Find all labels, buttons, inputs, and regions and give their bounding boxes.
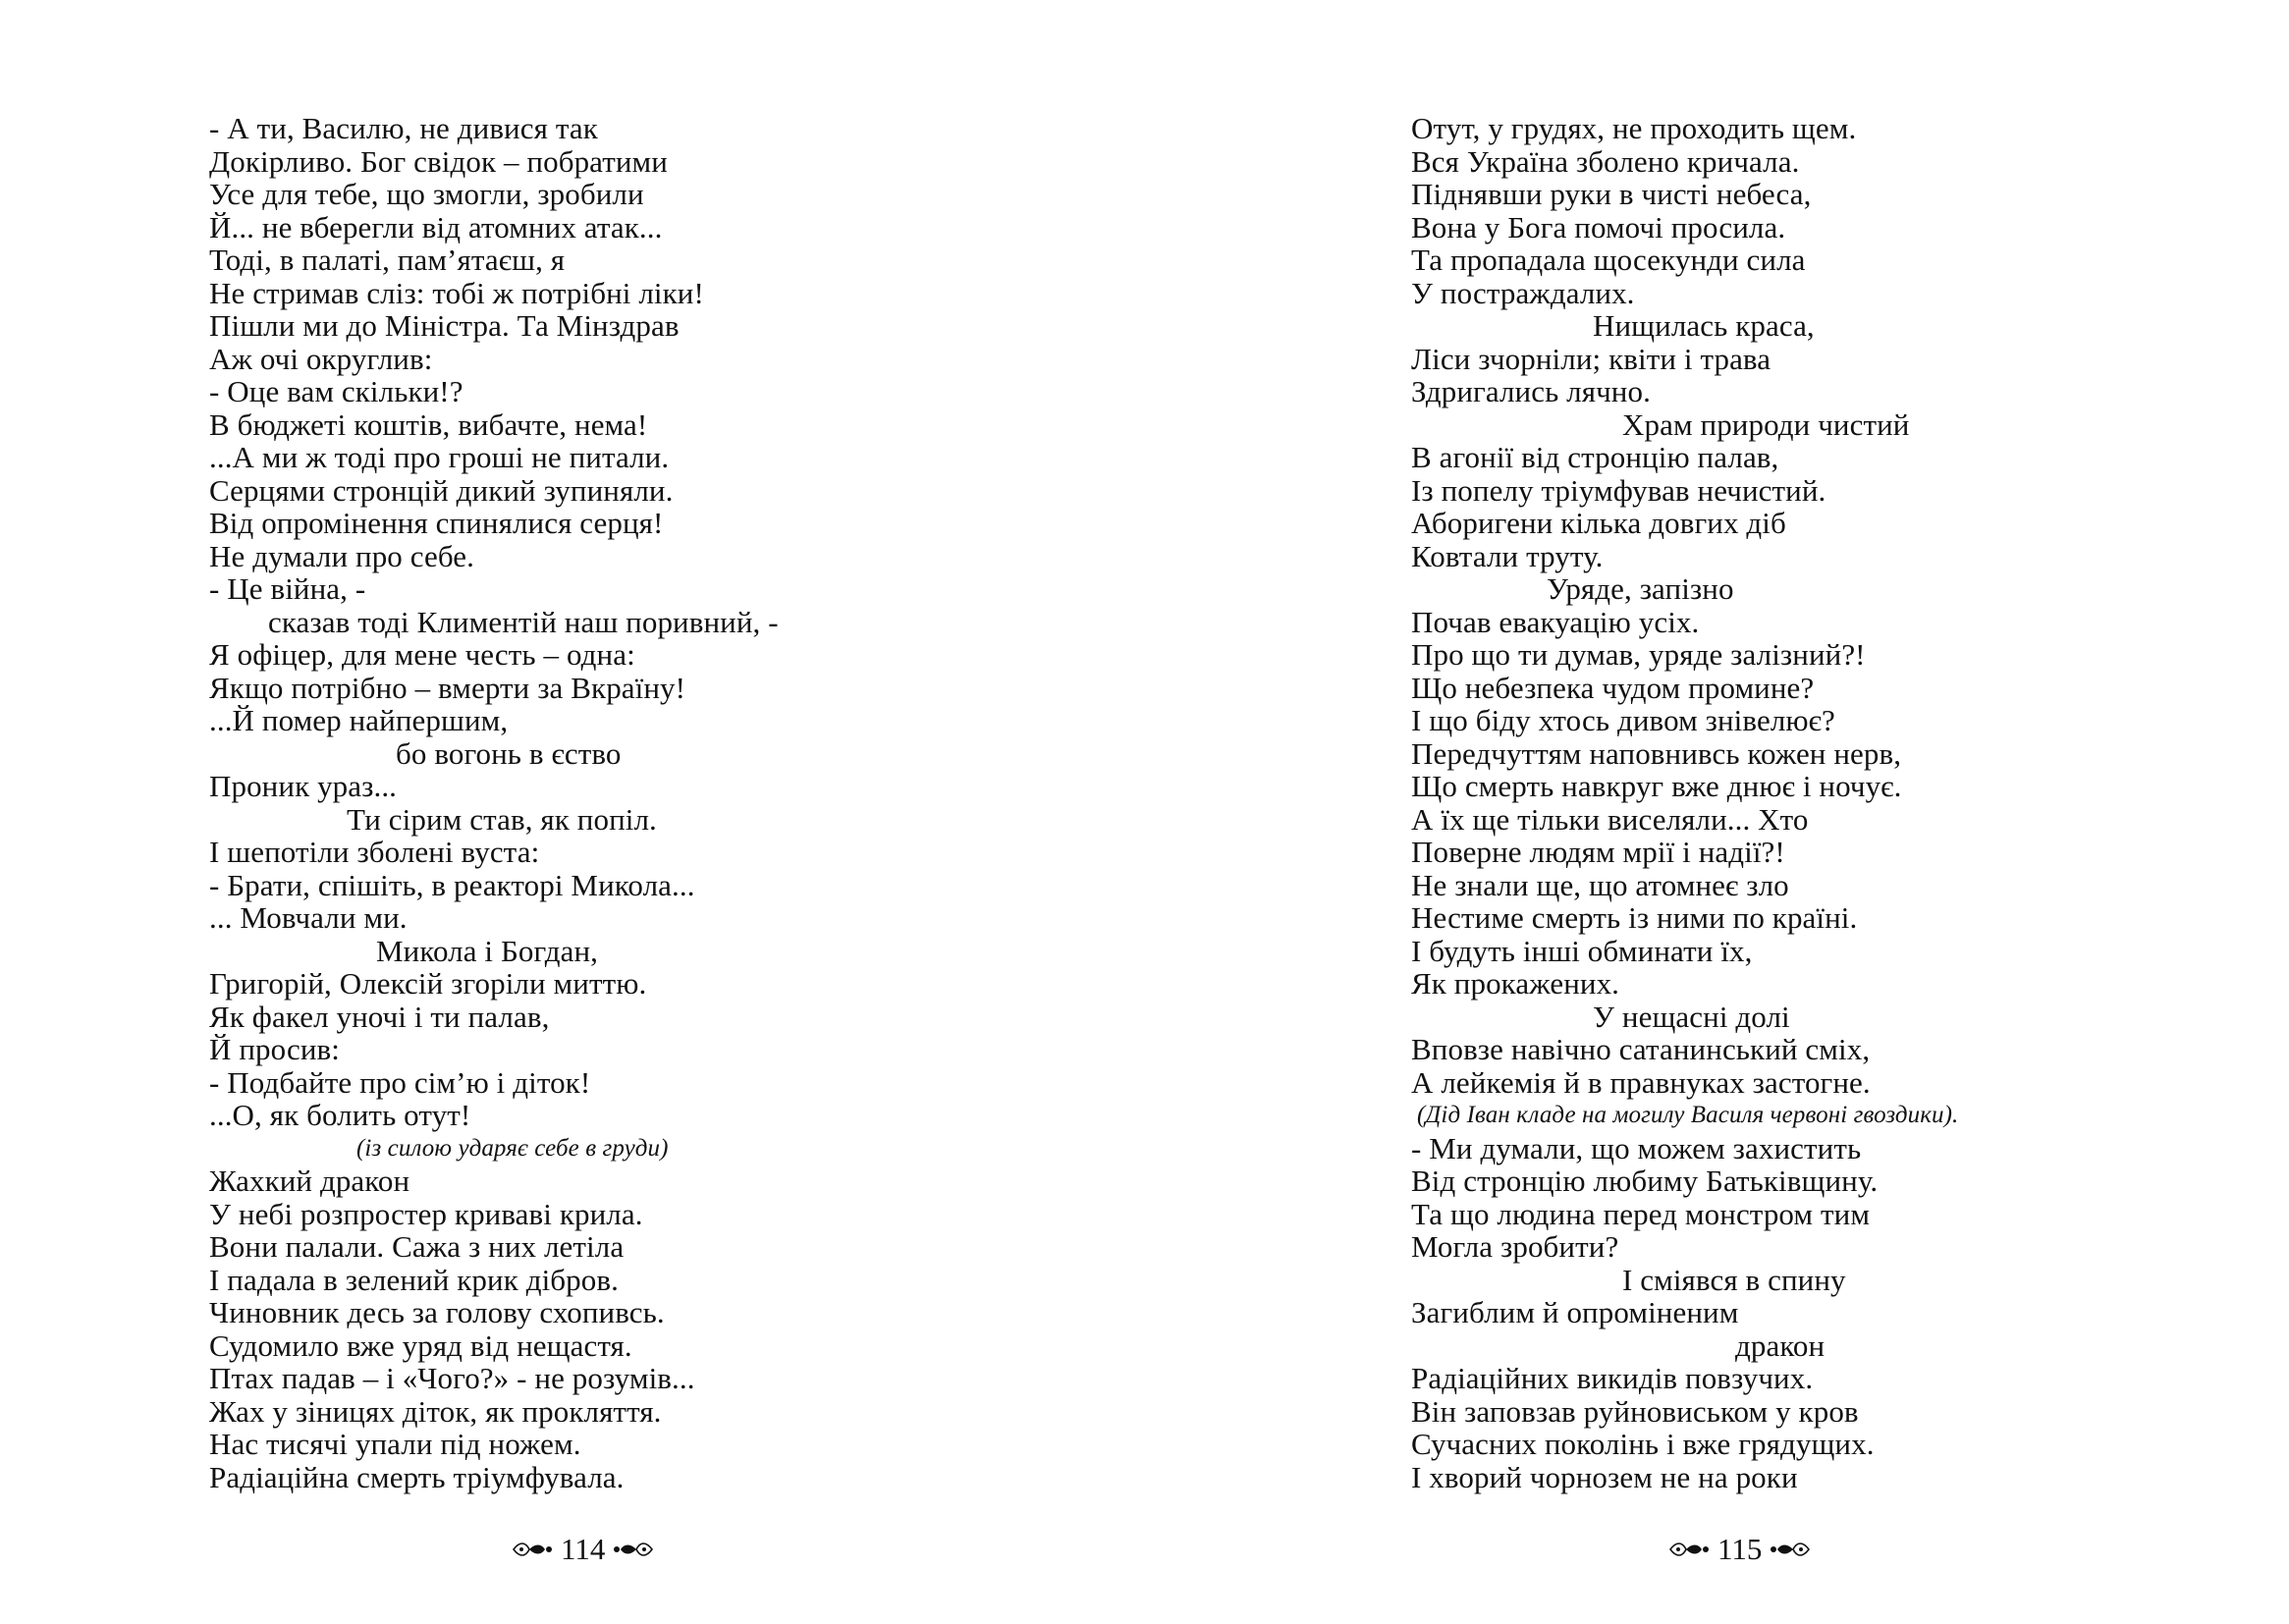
- poem-line: Судомило вже уряд від нещастя.: [209, 1327, 632, 1363]
- right-page: [1145, 0, 2289, 1624]
- poem-line: Нищилась краса,: [1593, 308, 1815, 343]
- poem-line: Отут, у грудях, не проходить щем.: [1411, 111, 1857, 145]
- left-poem-text: [209, 112, 1024, 1493]
- poem-line: Від опромінення спинялися серця!: [209, 506, 664, 540]
- stage-direction: (із силою ударяє себе в груди): [356, 1134, 669, 1162]
- poem-line: В бюджеті коштів, вибачте, нема!: [209, 406, 648, 442]
- poem-line: А їх ще тільки виселяли... Хто: [1411, 801, 1809, 837]
- poem-line: Ліси зчорніли; квіти і трава: [1411, 341, 1771, 376]
- floral-flourish-icon: [512, 1540, 555, 1559]
- poem-line: Григорій, Олексій згоріли миттю.: [209, 966, 647, 1001]
- poem-line: Чиновник десь за голову схопивсь.: [209, 1295, 665, 1329]
- right-poem-text: [1411, 112, 2226, 1493]
- poem-line: ...А ми ж тоді про гроші не питали.: [209, 440, 670, 474]
- floral-flourish-icon: [1668, 1540, 1712, 1559]
- poem-line: Здригались лячно.: [1411, 374, 1651, 408]
- poem-line: Радіаційна смерть тріумфувала.: [209, 1459, 625, 1494]
- poem-line: Радіаційних викидів повзучих.: [1411, 1361, 1814, 1395]
- poem-line: Докірливо. Бог свідок – побратими: [209, 143, 668, 179]
- stage-direction: (Дід Іван кладе на могилу Василя червоні гвоздики).: [1417, 1102, 1959, 1128]
- poem-line: - Брати, спішіть, в реакторі Микола...: [209, 867, 695, 902]
- poem-line: Жахкий дракон: [209, 1164, 410, 1198]
- poem-line: Нестиме смерть із ними по країні.: [1411, 900, 1858, 935]
- poem-line: І будуть інші обминати їх,: [1411, 933, 1753, 968]
- poem-line: Я офіцер, для мене честь – одна:: [209, 637, 635, 672]
- poem-line: ...Й помер найпершим,: [209, 703, 509, 737]
- poem-line: Не думали про себе.: [209, 538, 475, 573]
- poem-line: Що смерть навкруг вже днює і ночує.: [1411, 769, 1902, 803]
- poem-line: І хворий чорнозем не на роки: [1411, 1459, 1798, 1494]
- poem-line: - Оце вам скільки!?: [209, 374, 463, 408]
- poem-line: І шепотіли зболені вуста:: [209, 835, 540, 869]
- floral-flourish-icon: [1768, 1540, 1811, 1559]
- poem-line: Із попелу тріумфував нечистий.: [1411, 472, 1826, 508]
- poem-line: Як прокажених.: [1411, 966, 1620, 1001]
- poem-line: І сміявся в спину: [1622, 1262, 1846, 1297]
- poem-line: У небі розпростер криваві крила.: [209, 1196, 643, 1231]
- poem-line: Вона у Бога помочі просила.: [1411, 209, 1786, 244]
- poem-line: У постраждалих.: [1411, 275, 1635, 310]
- poem-line: Якщо потрібно – вмерти за Вкраїну!: [209, 670, 686, 705]
- poem-line: В агонії від стронцію палав,: [1411, 440, 1779, 474]
- poem-line: Усе для тебе, що змогли, зробили: [209, 177, 644, 211]
- poem-line: Вповзе навічно сатанинський сміх,: [1411, 1032, 1871, 1066]
- poem-line: Нас тисячі упали під ножем.: [209, 1427, 581, 1461]
- poem-line: Ти сірим став, як попіл.: [347, 801, 657, 837]
- poem-line: - Це війна, -: [209, 571, 366, 606]
- poem-line: Він заповзав руйновиськом у кров: [1411, 1393, 1859, 1429]
- poem-line: Сучасних поколінь і вже грядущих.: [1411, 1427, 1875, 1461]
- poem-line: Тоді, в палаті, пам’ятаєш, я: [209, 243, 566, 277]
- poem-line: Та що людина перед монстром тим: [1411, 1196, 1871, 1231]
- page-number-footer: [512, 1533, 654, 1566]
- poem-line: Від стронцію любиму Батьківщину.: [1411, 1164, 1879, 1198]
- poem-line: бо вогонь в єство: [396, 735, 622, 771]
- poem-line: І що біду хтось дивом знівелює?: [1411, 703, 1835, 737]
- poem-line: Почав евакуацію усіх.: [1411, 604, 1700, 639]
- poem-line: Та пропадала щосекунди сила: [1411, 243, 1806, 277]
- poem-line: ... Мовчали ми.: [209, 900, 408, 935]
- poem-line: Ковтали труту.: [1411, 538, 1604, 573]
- poem-line: Й... не вберегли від атомних атак...: [209, 209, 663, 244]
- floral-flourish-icon: [611, 1540, 654, 1559]
- poem-line: Передчуттям наповнивсь кожен нерв,: [1411, 735, 1902, 771]
- poem-line: Проник ураз...: [209, 769, 398, 803]
- poem-line: Й просив:: [209, 1032, 340, 1066]
- poem-line: сказав тоді Климентій наш поривний, -: [268, 604, 779, 639]
- poem-line: Птах падав – і «Чого?» - не розумів...: [209, 1361, 695, 1395]
- poem-line: Жах у зіницях діток, як прокляття.: [209, 1393, 662, 1429]
- poem-line: Микола і Богдан,: [376, 933, 599, 968]
- poem-line: Вся Україна зболено кричала.: [1411, 143, 1800, 179]
- poem-line: У нещасні долі: [1593, 999, 1790, 1034]
- poem-line: ...О, як болить отут!: [209, 1098, 471, 1132]
- poem-line: - Ми думали, що можем захистить: [1411, 1130, 1862, 1165]
- page-number: 115: [1717, 1532, 1763, 1566]
- poem-line: Загиблим й опроміненим: [1411, 1295, 1739, 1329]
- poem-line: І падала в зелений крик дібров.: [209, 1262, 619, 1297]
- poem-line: Храм природи чистий: [1622, 406, 1910, 442]
- page-number-footer: [1668, 1533, 1811, 1566]
- left-page: [0, 0, 1144, 1624]
- poem-line: Вони палали. Сажа з них летіла: [209, 1229, 625, 1264]
- page-number: 114: [561, 1532, 606, 1566]
- poem-line: Що небезпека чудом промине?: [1411, 670, 1815, 705]
- poem-line: - Подбайте про сім’ю і діток!: [209, 1064, 591, 1100]
- poem-line: Аборигени кілька довгих діб: [1411, 506, 1786, 540]
- poem-line: - А ти, Василю, не дивися так: [209, 111, 598, 145]
- poem-line: Піднявши руки в чисті небеса,: [1411, 177, 1812, 211]
- poem-line: Як факел уночі і ти палав,: [209, 999, 550, 1034]
- poem-line: Не стримав сліз: тобі ж потрібні ліки!: [209, 275, 704, 310]
- poem-line: А лейкемія й в правнуках застогне.: [1411, 1064, 1871, 1100]
- poem-line: Не знали ще, що атомнеє зло: [1411, 867, 1789, 902]
- poem-line: Поверне людям мрії і надії?!: [1411, 835, 1785, 869]
- poem-line: Уряде, запізно: [1547, 571, 1734, 606]
- poem-line: Могла зробити?: [1411, 1229, 1619, 1264]
- poem-line: дракон: [1735, 1327, 1826, 1363]
- poem-line: Про що ти думав, уряде залізний?!: [1411, 637, 1866, 672]
- poem-line: Пішли ми до Міністра. Та Мінздрав: [209, 308, 680, 343]
- poem-line: Серцями стронцій дикий зупиняли.: [209, 472, 674, 508]
- poem-line: Аж очі округлив:: [209, 341, 433, 376]
